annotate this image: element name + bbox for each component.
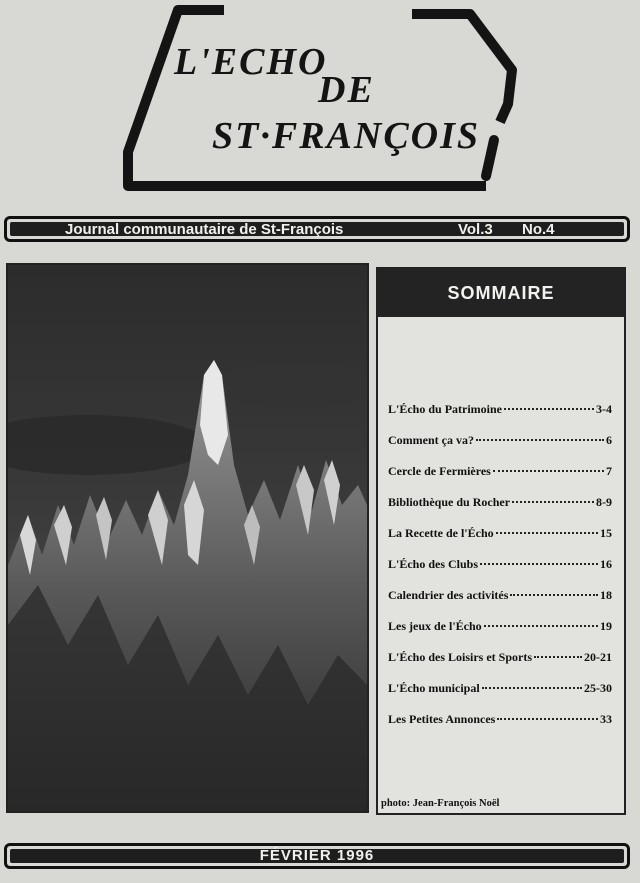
table-of-contents <box>376 267 626 815</box>
toc-leader-dots <box>476 439 604 441</box>
masthead-title-line-3: ST·FRANÇOIS <box>212 115 481 157</box>
toc-leader-dots <box>512 501 594 503</box>
issue-date: FÉVRIER 1996 <box>10 849 624 863</box>
toc-item <box>388 464 612 495</box>
toc-leader-dots <box>496 532 598 534</box>
toc-item-title: L'Écho des Loisirs et Sports <box>388 650 533 664</box>
footer-bar <box>4 843 630 869</box>
toc-item-title: Bibliothèque du Rocher <box>388 495 511 509</box>
toc-item-title: L'Écho municipal <box>388 681 480 695</box>
toc-item <box>388 526 612 557</box>
toc-leader-dots <box>493 470 604 472</box>
toc-item <box>388 681 612 712</box>
toc-item-title: L'Écho du Patrimoine <box>388 402 503 416</box>
toc-item-pages: 16 <box>600 557 612 571</box>
toc-item <box>388 557 612 588</box>
toc-leader-dots <box>510 594 598 596</box>
toc-item <box>388 433 612 464</box>
toc-leader-dots <box>504 408 594 410</box>
toc-leader-dots <box>534 656 582 658</box>
toc-item-title: Les Petites Annonces <box>388 712 496 726</box>
toc-item-pages: 18 <box>600 588 612 602</box>
toc-item-title: Comment ça va? <box>388 433 474 447</box>
toc-item <box>388 619 612 650</box>
toc-item-pages: 15 <box>600 526 612 540</box>
toc-item-title: Calendrier des activités <box>388 588 509 602</box>
masthead-title-line-2: DE <box>318 69 375 111</box>
masthead-title-line-1: L'ECHO <box>174 41 328 83</box>
cover-photo <box>6 263 369 813</box>
toc-leader-dots <box>482 687 582 689</box>
toc-item-title: Les jeux de l'Écho <box>388 619 482 633</box>
toc-item-title: Cercle de Fermières <box>388 464 491 478</box>
toc-item-pages: 8-9 <box>596 495 612 509</box>
toc-item <box>388 495 612 526</box>
issue-number: No.4 <box>522 221 555 238</box>
photo-credit: photo: Jean-François Noël <box>381 798 500 809</box>
toc-item <box>388 402 612 433</box>
toc-item-pages: 33 <box>600 712 612 726</box>
toc-item-pages: 25-30 <box>584 681 612 695</box>
toc-item <box>388 712 612 743</box>
sommaire-title: SOMMAIRE <box>378 269 624 317</box>
journal-subtitle: Journal communautaire de St-François <box>65 221 344 238</box>
toc-item-pages: 20-21 <box>584 650 612 664</box>
toc-item <box>388 588 612 619</box>
toc-item-title: La Recette de l'Écho <box>388 526 494 540</box>
volume-label: Vol.3 <box>458 221 493 238</box>
toc-leader-dots <box>484 625 598 627</box>
header-bar <box>4 216 630 242</box>
toc-item-pages: 6 <box>606 433 612 447</box>
toc-list <box>388 402 612 743</box>
toc-item-pages: 7 <box>606 464 612 478</box>
snowy-forest-image-icon <box>8 265 367 811</box>
toc-leader-dots <box>480 563 598 565</box>
toc-item-pages: 3-4 <box>596 402 612 416</box>
toc-item <box>388 650 612 681</box>
toc-item-pages: 19 <box>600 619 612 633</box>
toc-item-title: L'Écho des Clubs <box>388 557 479 571</box>
toc-leader-dots <box>497 718 598 720</box>
